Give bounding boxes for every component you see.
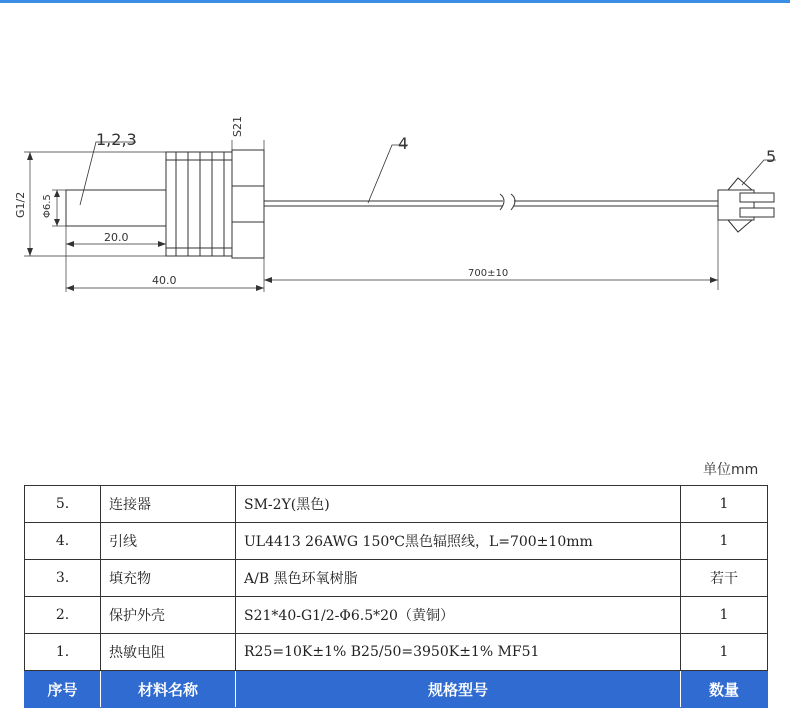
callout-4: 4 [398, 134, 409, 153]
table-row [25, 597, 768, 634]
unit-label: 单位mm [703, 462, 759, 478]
header-qty: 数量 [681, 671, 768, 708]
row-no: 3. [25, 560, 101, 597]
callout-1-2-3: 1,2,3 [96, 130, 137, 149]
row-spec: R25=10K±1% B25/50=3950K±1% MF51 [236, 634, 681, 671]
row-qty: 1 [681, 486, 768, 523]
spec-table [24, 485, 768, 708]
connector [718, 178, 774, 232]
row-name: 填充物 [101, 560, 236, 597]
thread-label: G1/2 [14, 191, 27, 218]
table-row [25, 486, 768, 523]
row-spec: UL4413 26AWG 150℃黑色辐照线，L=700±10mm [236, 523, 681, 560]
row-spec: S21*40-G1/2-Φ6.5*20（黄铜） [236, 597, 681, 634]
dim-probe-label: 20.0 [104, 231, 129, 244]
dim-cable-label: 700±10 [468, 268, 509, 279]
table-row [25, 634, 768, 671]
row-spec: A/B 黑色环氧树脂 [236, 560, 681, 597]
hex-nut [232, 150, 264, 258]
table-row [25, 560, 768, 597]
row-spec: SM-2Y(黑色) [236, 486, 681, 523]
row-no: 1. [25, 634, 101, 671]
table-header [25, 671, 768, 708]
dia-label: Φ6.5 [42, 194, 53, 218]
row-qty: 1 [681, 523, 768, 560]
header-no: 序号 [25, 671, 101, 708]
row-name: 引线 [101, 523, 236, 560]
row-qty: 1 [681, 634, 768, 671]
dim-cable-length [264, 220, 718, 290]
row-qty: 若干 [681, 560, 768, 597]
table-row [25, 523, 768, 560]
row-name: 连接器 [101, 486, 236, 523]
leader-4 [368, 145, 408, 203]
row-no: 2. [25, 597, 101, 634]
hex-label: S21 [231, 116, 244, 137]
callout-5: 5 [766, 147, 777, 166]
header-name: 材料名称 [101, 671, 236, 708]
lead-wire [264, 194, 718, 210]
header-spec: 规格型号 [236, 671, 681, 708]
dim-total-label: 40.0 [152, 274, 177, 287]
row-name: 热敏电阻 [101, 634, 236, 671]
probe-tube [66, 190, 166, 226]
row-no: 4. [25, 523, 101, 560]
threaded-body [166, 152, 232, 256]
row-name: 保护外壳 [101, 597, 236, 634]
row-qty: 1 [681, 597, 768, 634]
row-no: 5. [25, 486, 101, 523]
